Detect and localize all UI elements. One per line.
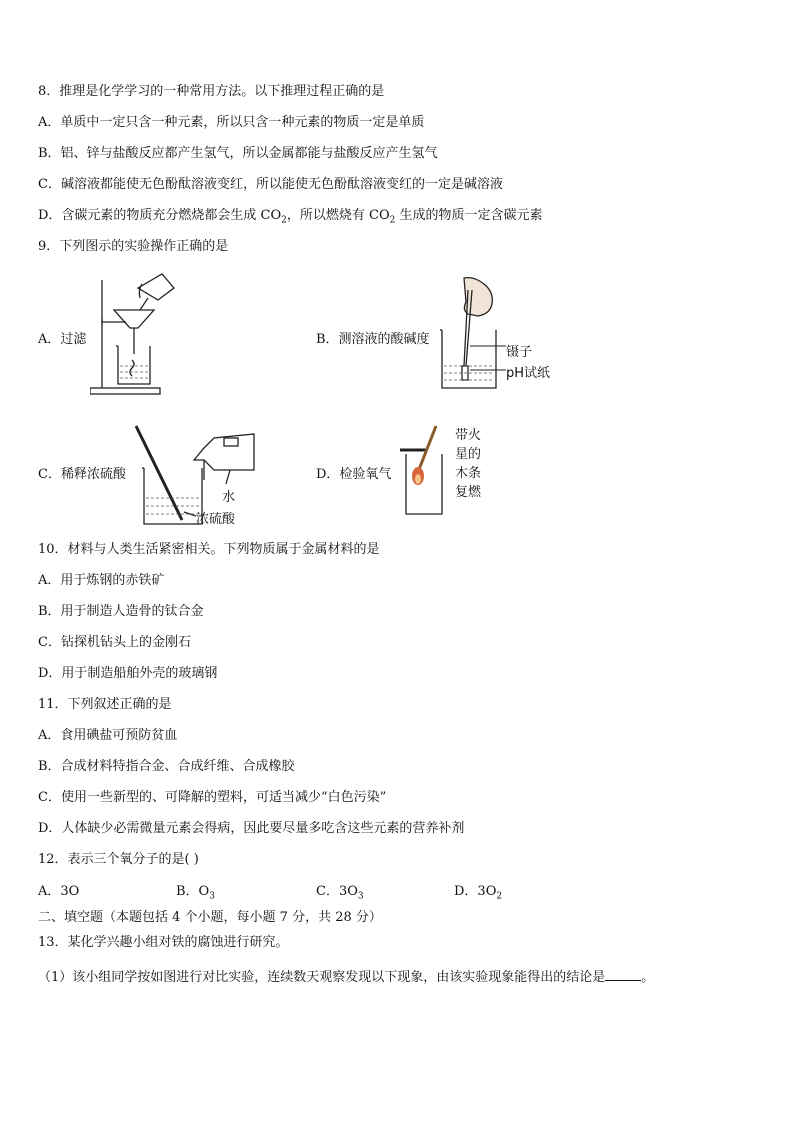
filtration-figure [90,270,200,400]
q8-option-a: A．单质中一定只含一种元素，所以只含一种元素的物质一定是单质 [38,115,425,130]
q10-stem: 10．材料与人类生活紧密相关。下列物质属于金属材料的是 [38,542,380,557]
q9-stem: 9．下列图示的实验操作正确的是 [38,239,229,254]
q10-option-d: D．用于制造船舶外壳的玻璃钢 [38,666,218,681]
q10-option-c: C．钻探机钻头上的金刚石 [38,635,191,650]
q9-d-tag-4: 复燃 [455,485,482,500]
q13-part1-text: （1）该小组同学按如图进行对比实验，连续数天观察发现以下现象，由该实验现象能得出的结论是 [38,970,606,985]
q8-option-d-part2: ，所以燃烧有 CO [286,208,390,223]
q13-stem: 13．某化学兴趣小组对铁的腐蚀进行研究。 [38,935,289,950]
q8-subscript: 2 [389,215,396,226]
q9-water-label: 水 [222,490,236,505]
q8-option-d [38,208,543,229]
q12-subscript: 2 [496,891,503,902]
q9-option-a-label: A．过滤 [38,332,87,347]
q12-option-a: A．3O [38,884,80,899]
q8-stem: 8．推理是化学学习的一种常用方法。以下推理过程正确的是 [38,84,385,99]
q12-option-d-text: D．3O [454,884,497,899]
q9-tweezers-label: 镊子 [506,345,533,360]
q8-option-c: C．碱溶液都能使无色酚酞溶液变红，所以能使无色酚酞溶液变红的一定是碱溶液 [38,177,503,192]
q12-option-b-text: B．O [176,884,210,899]
q9-option-b-label: B．测溶液的酸碱度 [316,332,430,347]
q8-option-d-part3: 生成的物质一定含碳元素 [395,208,543,223]
q8-option-b: B．铝、锌与盐酸反应都产生氢气，所以金属都能与盐酸反应产生氢气 [38,146,438,161]
answer-blank[interactable] [605,968,641,981]
q9-d-tag-1: 带火 [455,428,482,443]
q12-option-c-text: C．3O [316,884,358,899]
q11-option-a: A．食用碘盐可预防贫血 [38,728,178,743]
q13-part1 [38,968,654,986]
q12-subscript: 3 [357,891,364,902]
q10-option-b: B．用于制造人造骨的钛合金 [38,604,204,619]
q8-subscript: 2 [281,215,287,226]
q11-option-d: D．人体缺少必需微量元素会得病，因此要尽量多吃含这些元素的营养补剂 [38,821,465,836]
q9-sulfuric-acid-label: 浓硫酸 [196,512,236,527]
q9-d-tag-2: 星的 [455,447,482,462]
q13-part1-end: 。 [641,970,655,985]
q11-option-b: B．合成材料特指合金、合成纤维、合成橡胶 [38,759,295,774]
q12-option-d [454,884,502,905]
ph-test-figure [436,276,511,394]
q11-stem: 11．下列叙述正确的是 [38,697,172,712]
q8-option-d-part1: D．含碳元素的物质充分燃烧都会生成 CO [38,208,282,223]
q12-stem: 12．表示三个氧分子的是( ) [38,852,199,867]
q9-option-c-label: C．稀释浓硫酸 [38,467,126,482]
q11-option-c: C．使用一些新型的、可降解的塑料，可适当减少“白色污染” [38,790,387,805]
q12-option-c [316,884,364,905]
section-heading: 二、填空题（本题包括 4 个小题，每小题 7 分，共 28 分） [38,910,382,925]
q12-option-b [176,884,215,905]
q12-subscript: 3 [209,891,215,902]
q9-ph-paper-label: pH试纸 [506,366,551,381]
q9-option-d-label: D．检验氧气 [316,467,392,482]
oxygen-test-figure [396,424,452,518]
q9-d-tag-3: 木条 [455,466,482,481]
q10-option-a: A．用于炼钢的赤铁矿 [38,573,165,588]
